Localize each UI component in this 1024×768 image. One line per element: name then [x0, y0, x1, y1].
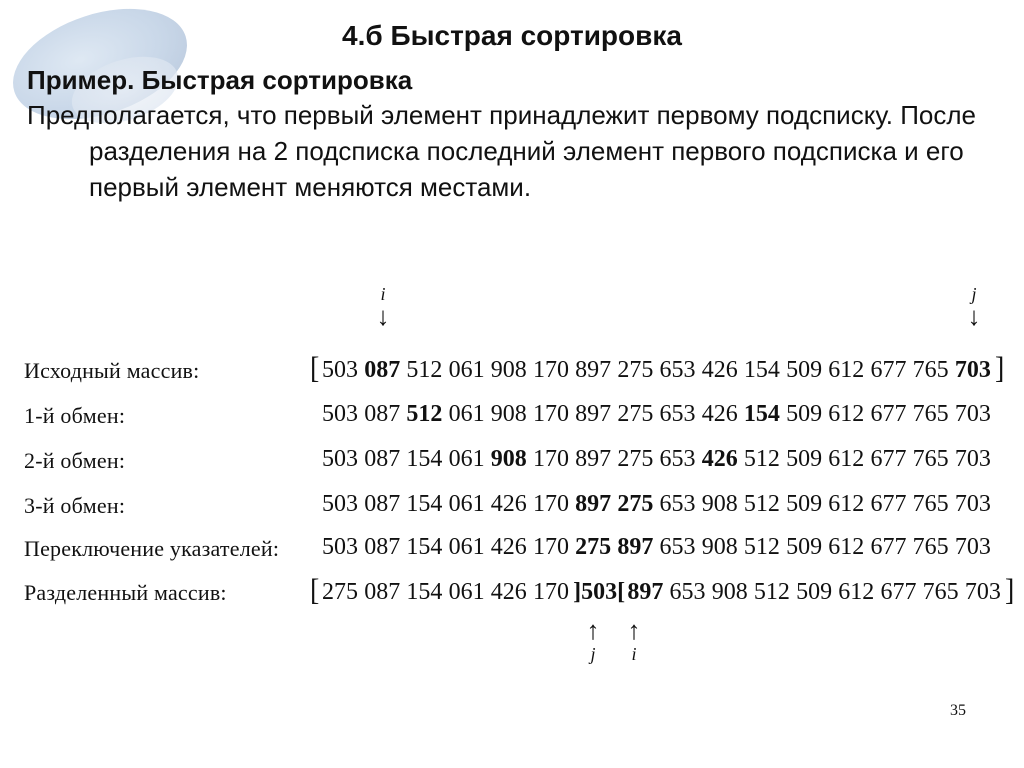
array-value: 765 [912, 534, 949, 560]
array-value: 677 [870, 357, 907, 383]
array-value: 765 [912, 357, 949, 383]
array-value: 087 [364, 446, 401, 472]
array-value: 612 [838, 579, 875, 605]
array-value: 677 [870, 491, 907, 517]
array-value: 908 [490, 357, 527, 383]
array-value: 612 [828, 534, 865, 560]
array-value: 503 [322, 491, 358, 517]
array-value: 612 [828, 491, 865, 517]
row-label: 1-й обмен: [24, 403, 126, 428]
array-value: 154 [406, 579, 443, 605]
array-value: 509 [786, 446, 823, 472]
array-value: 426 [701, 401, 738, 427]
array-value: 765 [912, 401, 949, 427]
quicksort-figure [0, 280, 1024, 700]
array-value: 087 [364, 491, 401, 517]
row-values [310, 487, 995, 521]
array-value: 512 [743, 491, 780, 517]
close-bracket: ] [995, 351, 1005, 386]
array-value: 512 [406, 401, 443, 427]
array-value: 512 [406, 357, 443, 383]
array-value: 275 [617, 357, 654, 383]
array-value: 908 [701, 491, 738, 517]
array-value: 703 [964, 579, 1001, 605]
pointer-letter: j [590, 644, 596, 664]
array-value: 677 [870, 534, 907, 560]
array-value: 275 [575, 534, 612, 560]
pointer-j-bottom [581, 618, 605, 664]
array-value: 703 [954, 491, 991, 517]
array-value: 170 [532, 357, 569, 383]
row-values [310, 574, 1014, 609]
array-value: 087 [364, 534, 401, 560]
array-value: 509 [786, 357, 823, 383]
array-value: 154 [743, 401, 780, 427]
array-value: 512 [743, 446, 780, 472]
array-value: 703 [954, 534, 991, 560]
array-value: 061 [448, 401, 485, 427]
array-value: 703 [954, 446, 991, 472]
array-value: 677 [870, 401, 907, 427]
array-value: 612 [828, 357, 865, 383]
array-value: 703 [954, 401, 991, 427]
array-value: 897 [575, 491, 612, 517]
array-value: 653 [659, 357, 696, 383]
array-value: 154 [406, 491, 443, 517]
array-value: 897 [627, 579, 664, 605]
array-value: 653 [669, 579, 706, 605]
array-value: 897 [617, 534, 654, 560]
array-value: 087 [364, 357, 401, 383]
array-row [0, 440, 1024, 484]
array-value: 512 [753, 579, 790, 605]
arrow-down-icon: ↓ [967, 302, 981, 331]
array-value: 087 [364, 401, 401, 427]
array-value: 061 [448, 357, 485, 383]
array-row [0, 528, 1024, 572]
array-value: 170 [532, 534, 569, 560]
array-value: 087 [364, 579, 401, 605]
array-value: 061 [448, 446, 485, 472]
array-row [0, 350, 1024, 394]
array-row [0, 572, 1024, 616]
pointer-i-bottom [622, 618, 646, 664]
slide-subtitle: Пример. Быстрая сортировка [27, 65, 413, 95]
array-value: 061 [448, 534, 485, 560]
array-value: 897 [575, 357, 612, 383]
array-value: 503 [322, 401, 358, 427]
row-values [310, 397, 995, 431]
close-bracket: ] [1005, 573, 1015, 608]
array-value: 503 [322, 534, 358, 560]
array-value: 061 [448, 491, 485, 517]
array-value: 653 [659, 491, 696, 517]
array-value: 512 [743, 534, 780, 560]
array-value: 426 [490, 534, 527, 560]
array-value: 275 [617, 491, 654, 517]
row-values [310, 530, 995, 564]
row-label: 3-й обмен: [24, 493, 126, 518]
array-value: 653 [659, 446, 696, 472]
array-value: 426 [490, 579, 527, 605]
array-value: 154 [406, 534, 443, 560]
array-value: 503 [322, 357, 358, 383]
arrow-up-icon: ↑ [627, 616, 641, 645]
array-value: 275 [617, 401, 654, 427]
array-value: 509 [796, 579, 833, 605]
array-value: 170 [532, 401, 569, 427]
array-value: 154 [406, 446, 443, 472]
array-value: 612 [828, 401, 865, 427]
array-row [0, 395, 1024, 439]
arrow-down-icon: ↓ [376, 302, 390, 331]
arrow-up-icon: ↑ [586, 616, 600, 645]
array-value: 908 [711, 579, 748, 605]
array-value: 154 [743, 357, 780, 383]
array-value: 503 [322, 446, 358, 472]
array-value: 677 [870, 446, 907, 472]
array-value: 275 [617, 446, 654, 472]
array-value: 897 [575, 401, 612, 427]
array-value: 703 [954, 357, 991, 383]
row-label: Переключение указателей: [24, 536, 280, 561]
array-value: 509 [786, 534, 823, 560]
array-value: 653 [659, 534, 696, 560]
array-value: 426 [490, 491, 527, 517]
array-value: 908 [701, 534, 738, 560]
array-value: 170 [532, 491, 569, 517]
array-value: 677 [880, 579, 917, 605]
pointer-letter: i [631, 644, 637, 664]
row-values [310, 442, 995, 476]
row-label: Разделенный массив: [24, 580, 227, 605]
array-value: ]503[ [573, 579, 626, 605]
slide-title: 4.б Быстрая сортировка [342, 20, 682, 51]
array-value: 897 [575, 446, 612, 472]
array-value: 426 [701, 446, 738, 472]
array-value: 170 [532, 446, 569, 472]
pointer-i-top [371, 284, 395, 330]
array-value: 509 [786, 491, 823, 517]
array-value: 612 [828, 446, 865, 472]
array-value: 275 [322, 579, 358, 605]
array-value: 908 [490, 401, 527, 427]
array-value: 061 [448, 579, 485, 605]
array-value: 509 [786, 401, 823, 427]
array-row [0, 485, 1024, 529]
pointer-j-top [962, 284, 986, 330]
pointer-letter: j [971, 284, 977, 304]
row-label: 2-й обмен: [24, 448, 126, 473]
pointer-letter: i [380, 284, 386, 304]
array-value: 908 [490, 446, 527, 472]
array-value: 765 [922, 579, 959, 605]
array-value: 653 [659, 401, 696, 427]
array-value: 170 [532, 579, 569, 605]
array-value: 426 [701, 357, 738, 383]
slide-paragraph: Предполагается, что первый элемент принадлежит первому подсписку. После разделения на 2 подсписка последний элемент первого подсписка и его первый элемент меняются местами. [27, 100, 976, 202]
open-bracket: [ [310, 351, 320, 386]
row-values [310, 352, 1004, 387]
row-label: Исходный массив: [24, 358, 200, 383]
open-bracket: [ [310, 573, 320, 608]
page-number: 35 [950, 702, 966, 719]
array-value: 765 [912, 491, 949, 517]
array-value: 765 [912, 446, 949, 472]
